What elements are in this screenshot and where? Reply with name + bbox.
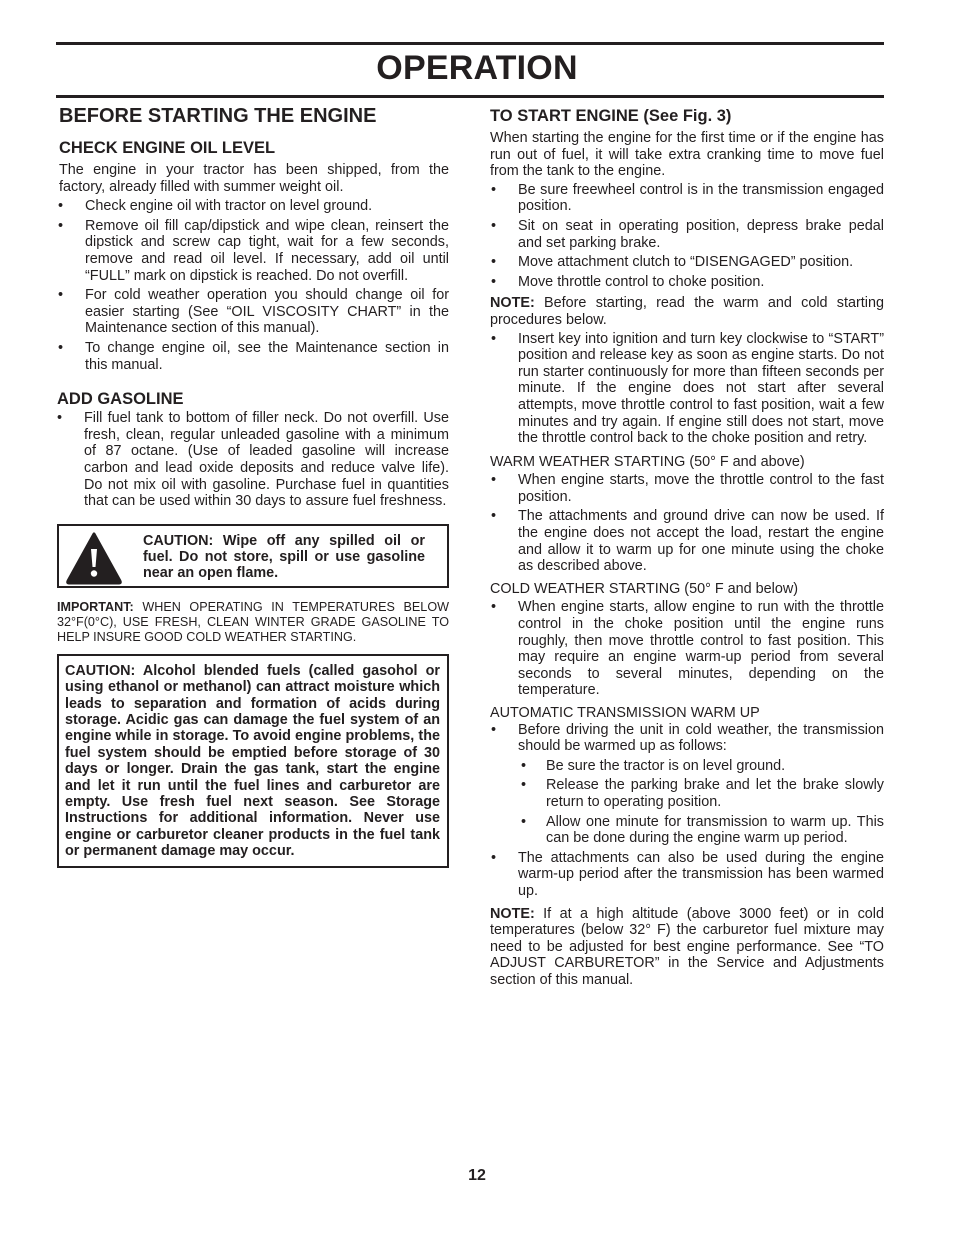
caution-box-alcohol <box>57 654 449 868</box>
list-item: • Be sure freewheel control is in the transmission engaged position. <box>491 181 884 215</box>
section-title: BEFORE STARTING THE ENGINE <box>59 105 377 127</box>
start-engine-heading: TO START ENGINE (See Fig. 3) <box>490 107 732 125</box>
list-item: • Before driving the unit in cold weather, the transmission should be warmed up as follows: <box>491 721 884 755</box>
list-item: • Fill fuel tank to bottom of filler neck. Do not overfill. Use fresh, clean, regular unleaded gasoline with a minimum of 87 octane. (Use of leaded gasoline will increase carbon and lead oxide deposits and reduce valve life). Do not mix oil with gasoline. Purchase fuel in quantities that can be used within 30 days to assure fuel freshness. <box>57 410 449 510</box>
cold-weather-heading: COLD WEATHER STARTING (50° F and below) <box>490 580 799 597</box>
page-title: OPERATION <box>376 49 578 87</box>
start-bullets <box>490 182 884 291</box>
note-high-altitude: NOTE: If at a high altitude (above 3000 feet) or in cold temperatures (below 32° F) the carburetor fuel mixture may need to be adjusted for best engine performance. See “TO ADJUST CARBURETOR” in the Service and Adjustments section of this manual. <box>490 905 884 988</box>
caution-alcohol-text: CAUTION: Alcohol blended fuels (called gasohol or using ethanol or methanol) can attract moisture which leads to separation and formation of acids during storage. Acidic gas can damage the fuel system of an engine while in storage. To avoid engine problems, the fuel system should be emptied before storage of 30 days or longer. Drain the gas tank, start the engine and let it run until the fuel lines and carburetor are empty. Use fresh fuel next season. See Storage Instructions for additional information. Never use engine or carburetor cleaner products in the fuel tank or permanent damage may occur. <box>65 662 440 860</box>
list-item: • When engine starts, move the throttle control to the fast position. <box>491 472 884 505</box>
title-underline <box>56 95 884 98</box>
oil-bullets <box>57 198 449 373</box>
caution-box-spill <box>57 524 449 588</box>
start-intro: When starting the engine for the first time or if the engine has run out of fuel, it will take extra cranking time to move fuel from the tank to the engine. <box>490 130 884 180</box>
gasoline-heading: ADD GASOLINE <box>57 390 184 409</box>
oil-heading: CHECK ENGINE OIL LEVEL <box>59 139 276 157</box>
ignition-bullets <box>490 331 884 447</box>
caution-icon <box>65 531 123 585</box>
auto-transmission-heading: AUTOMATIC TRANSMISSION WARM UP <box>490 705 760 721</box>
right-column <box>490 104 884 989</box>
left-column <box>57 104 449 868</box>
page-number: 12 <box>468 1167 486 1184</box>
top-rule <box>56 42 884 45</box>
list-item: • For cold weather operation you should change oil for easier starting (See “OIL VISCOSITY CHART” in the Maintenance section of this manual). <box>58 287 449 337</box>
list-item: • Allow one minute for transmission to warm up. This can be done during the engine warm up period. <box>521 813 884 847</box>
warm-weather-heading: WARM WEATHER STARTING (50° F and above) <box>490 453 805 470</box>
list-item: • Be sure the tractor is on level ground. <box>521 757 786 774</box>
list-item: • Move throttle control to choke position. <box>491 273 765 290</box>
list-item: • To change engine oil, see the Maintenance section in this manual. <box>58 339 449 373</box>
list-item: • Remove oil fill cap/dipstick and wipe clean, reinsert the dipstick and screw cap tight, wait for a few seconds, remove and read oil level. If necessary, add oil until “FULL” mark on dipstick is reached. Do not overfill. <box>58 217 449 284</box>
list-item: • Release the parking brake and let the brake slowly return to operating position. <box>521 777 884 810</box>
gasoline-bullets <box>57 410 449 510</box>
caution-spill-text: CAUTION: Wipe off any spilled oil or fuel. Do not store, spill or use gasoline near an open flame. <box>143 532 425 581</box>
list-item: • When engine starts, allow engine to run with the throttle control in the choke position until the engine runs roughly, then move throttle control to fast position. This may require an engine warm-up period from several seconds to several minutes, depending on the temperature. <box>491 599 884 699</box>
list-item: • Check engine oil with tractor on level ground. <box>58 198 373 215</box>
list-item: • Insert key into ignition and turn key clockwise to “START” position and release key as soon as engine starts. Do not run starter continuously for more than fifteen seconds per minute. If the engine does not start after several attempts, move throttle control to fast position, wait a few minutes and try again. If engine still does not start, move the throttle control back to the choke position and retry. <box>491 330 884 447</box>
list-item: • Sit on seat in operating position, depress brake pedal and set parking brake. <box>491 217 884 251</box>
auto-transmission-subitems <box>490 758 884 847</box>
auto-transmission-final <box>490 850 884 900</box>
list-item: • The attachments can also be used during the engine warm-up period after the transmission has been warmed up. <box>491 849 884 899</box>
warm-weather-bullets <box>490 472 884 575</box>
list-item: • The attachments and ground drive can now be used. If the engine does not accept the load, restart the engine and allow it to warm up for one minute using the choke as described above. <box>491 508 884 575</box>
list-item: • Move attachment clutch to “DISENGAGED” position. <box>491 254 854 271</box>
auto-transmission-bullets <box>490 722 884 755</box>
oil-intro: The engine in your tractor has been shipped, from the factory, already filled with summer weight oil. <box>59 162 449 195</box>
note-before-starting: NOTE: Before starting, read the warm and cold starting procedures below. <box>490 295 884 328</box>
important-note: IMPORTANT: WHEN OPERATING IN TEMPERATURES BELOW 32°F(0°C), USE FRESH, CLEAN WINTER GRADE GASOLINE TO HELP INSURE GOOD COLD WEATHER STARTING. <box>57 599 449 644</box>
cold-weather-bullets <box>490 599 884 699</box>
